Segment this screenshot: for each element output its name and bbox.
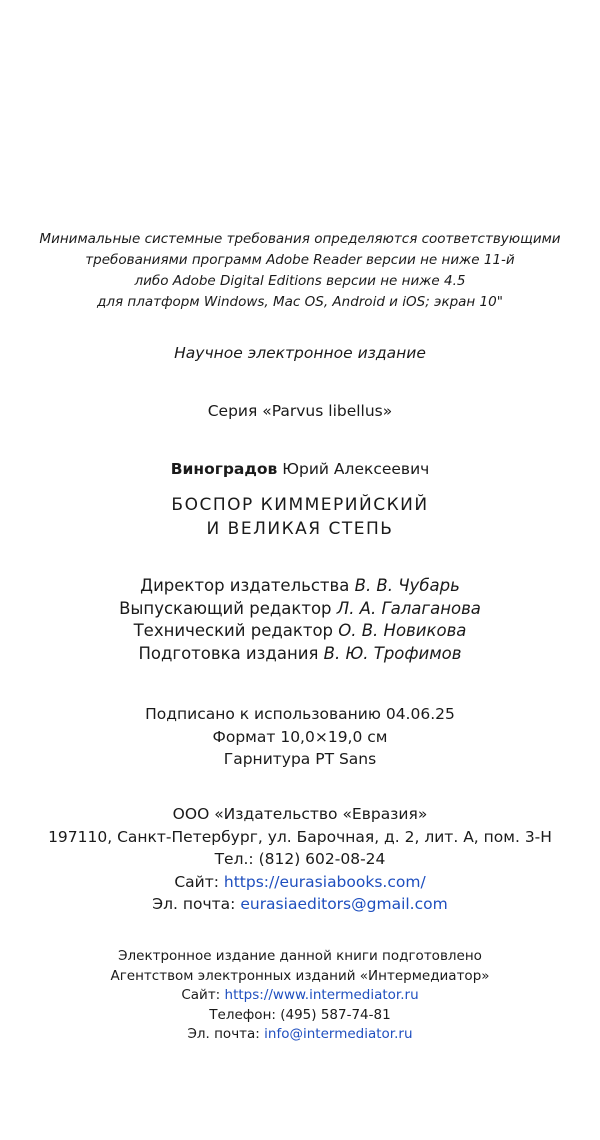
agency-info	[0, 947, 600, 1045]
series-text: Серия «Parvus libellus»	[207, 402, 393, 420]
staff-credits	[0, 575, 600, 665]
book-title-line-2: И ВЕЛИКАЯ СТЕПЬ	[206, 519, 394, 539]
edition-kind	[0, 342, 600, 364]
staff-role: Подготовка издания	[138, 643, 324, 663]
staff-role: Директор издательства	[140, 576, 355, 595]
site-label: Сайт:	[181, 987, 225, 1003]
publisher-email-link[interactable]: eurasiaeditors@gmail.com	[240, 895, 448, 913]
staff-role: Технический редактор	[133, 621, 339, 640]
author-surname: Виноградов	[170, 460, 278, 478]
typeface: Гарнитура PT Sans	[223, 750, 377, 768]
publisher-address: 197110, Санкт-Петербург, ул. Барочная, д. 2, лит. А, пом. 3-Н	[48, 827, 552, 846]
publisher-info	[0, 803, 600, 916]
book-title-line-1: БОСПОР КИММЕРИЙСКИЙ	[171, 495, 429, 515]
agency-line-1: Электронное издание данной книги подготовлено	[118, 948, 482, 964]
staff-role: Выпускающий редактор	[119, 598, 337, 618]
staff-name: Л. А. Галаганова	[336, 598, 481, 618]
requirements-line: Минимальные системные требования определяются соответствующими	[39, 231, 561, 247]
staff-name: В. Ю. Трофимов	[323, 643, 462, 663]
agency-site-row	[0, 986, 600, 1006]
staff-row-director	[0, 575, 600, 598]
site-label: Сайт:	[174, 872, 224, 891]
format: Формат 10,0×19,0 см	[212, 727, 388, 746]
requirements-line: для платформ Windows, Mac OS, Android и iOS; экран 10"	[97, 294, 503, 310]
email-label: Эл. почта:	[152, 895, 241, 913]
agency-phone: Телефон: (495) 587-74-81	[209, 1006, 391, 1023]
agency-line-2: Агентством электронных изданий «Интермедиатор»	[110, 967, 490, 984]
author-given-names: Юрий Алексеевич	[277, 460, 430, 478]
author-line	[0, 458, 600, 480]
publisher-email-row	[0, 893, 600, 916]
agency-email-row	[0, 1025, 600, 1045]
agency-site-link[interactable]: https://www.intermediator.ru	[224, 987, 419, 1003]
book-title	[0, 493, 600, 541]
publisher-site-link[interactable]: https://eurasiabooks.com/	[223, 872, 426, 891]
staff-name: В. В. Чубарь	[354, 576, 460, 595]
publisher-phone: Тел.: (812) 602-08-24	[214, 850, 386, 868]
agency-email-link[interactable]: info@intermediator.ru	[264, 1026, 413, 1042]
staff-row-technical-editor	[0, 620, 600, 643]
staff-row-preparation	[0, 643, 600, 666]
publisher-site-row	[0, 871, 600, 894]
publisher-name: ООО «Издательство «Евразия»	[172, 805, 428, 823]
staff-name: О. В. Новикова	[338, 621, 467, 640]
edition-kind-text: Научное электронное издание	[174, 344, 426, 362]
system-requirements	[0, 229, 600, 313]
author	[0, 458, 600, 480]
email-label: Эл. почта:	[187, 1026, 265, 1042]
signed-date: Подписано к использованию 04.06.25	[145, 705, 455, 723]
requirements-line: требованиями программ Adobe Reader версии не ниже 11-й	[85, 252, 515, 268]
requirements-line: либо Adobe Digital Editions версии не ниже 4.5	[134, 273, 466, 289]
series	[0, 400, 600, 422]
print-info	[0, 703, 600, 771]
staff-row-managing-editor	[0, 598, 600, 621]
